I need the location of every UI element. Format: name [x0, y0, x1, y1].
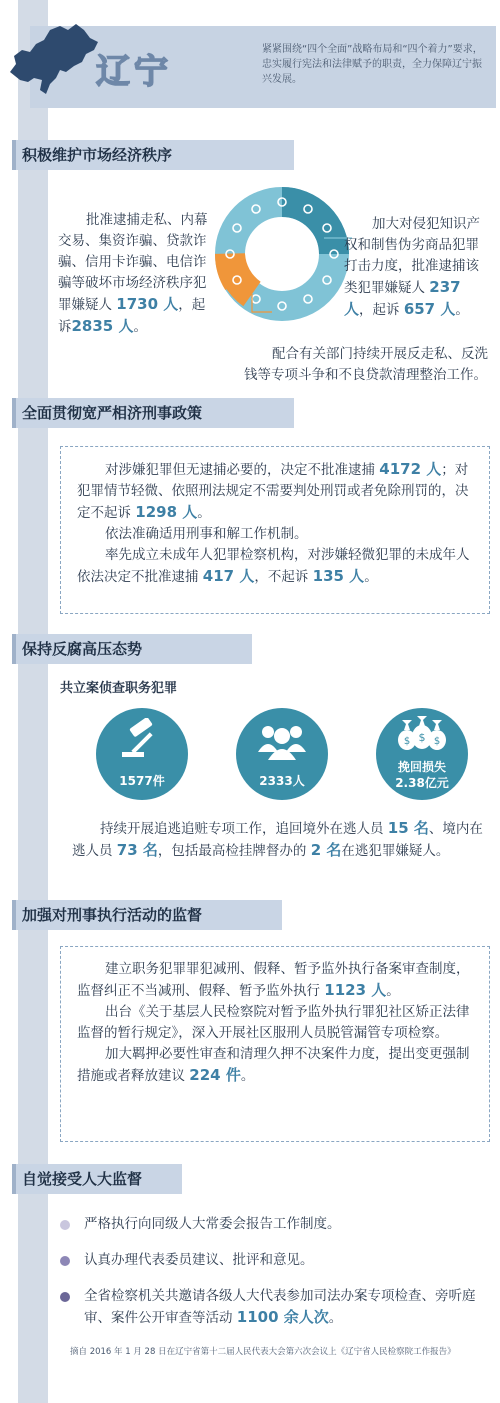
bullet-dot-2: [60, 1256, 70, 1266]
recover-value: 2.38亿元: [395, 776, 449, 790]
recover-label: 挽回损失: [397, 760, 446, 774]
people-label: 2333人: [259, 774, 305, 788]
supervised-fugitives-count: 2 名: [310, 841, 342, 859]
section-title-policy: 全面贯彻宽严相济刑事政策: [12, 398, 294, 428]
execution-p3: 加大羁押必要性审查和清理久押不决案件力度，提出变更强制措施或者释放建议 224 件。: [77, 1046, 470, 1084]
section-title-anticorruption: 保持反腐高压态势: [12, 634, 252, 664]
ip-prosecutions-count: 657 人: [403, 300, 456, 318]
svg-text:$: $: [403, 736, 411, 747]
header-motto: 紧紧围绕“四个全面”战略布局和“四个着力”要求，忠实履行宪法和法律赋予的职责，全力保障辽宁振兴发展。: [262, 44, 483, 85]
recover-circle: [376, 708, 468, 800]
domestic-fugitives-count: 73 名: [116, 841, 158, 859]
policy-box: [60, 446, 490, 614]
section-title-execution: 加强对刑事执行活动的监督: [12, 900, 282, 930]
corrected-count: 1123 人: [324, 981, 387, 999]
npc-deputies-count: 1100 余人次: [236, 1308, 329, 1326]
no-arrest-count: 4172 人: [379, 460, 442, 478]
npc-item-2: 认真办理代表委员建议、批评和意见。: [84, 1252, 314, 1268]
cases-circle: [96, 708, 188, 800]
npc-item-3: 全省检察机关共邀请各级人大代表参加司法办案专项检查、旁听庭审、案件公开审查等活动 1100 余人次。: [84, 1288, 476, 1326]
money-bags-icon: [396, 716, 448, 752]
market-right-text: 加大对侵犯知识产权和制售伪劣商品犯罪打击力度，批准逮捕该类犯罪嫌疑人 237 人，起诉 657 人。: [344, 216, 480, 318]
arrests-count: 1730 人: [116, 295, 179, 313]
juvenile-no-prosecute-count: 135 人: [312, 567, 365, 585]
people-icon: [254, 720, 310, 762]
ring-chart: [212, 184, 352, 324]
ring-orange: [230, 254, 252, 294]
people-circle: [236, 708, 328, 800]
release-suggestions-count: 224 件: [189, 1066, 241, 1084]
fugitive-text: 持续开展追逃追赃专项工作，追回境外在逃人员 15 名、境内在逃人员 73 名，包括最高检挂牌督办的 2 名在逃犯罪嫌疑人。: [72, 819, 483, 859]
policy-p1: 对涉嫌犯罪但无逮捕必要的，决定不批准逮捕 4172 人；对犯罪情节轻微、依照刑法规定不需要判处刑罚或者免除刑罚的，决定不起诉 1298 人。: [77, 460, 469, 521]
policy-p2: 依法准确适用刑事和解工作机制。: [105, 526, 308, 542]
svg-text:$: $: [433, 736, 441, 747]
execution-p2: 出台《关于基层人民检察院对暂予监外执行罪犯社区矫正法律监督的暂行规定》，深入开展社区服刑人员脱管漏管专项检察。: [77, 1004, 470, 1041]
liaoning-map-icon: [6, 20, 104, 100]
market-bottom-text: 配合有关部门持续开展反走私、反洗钱等专项斗争和不良贷款清理整治工作。: [244, 346, 488, 383]
section-title-npc: 自觉接受人大监督: [12, 1164, 182, 1194]
prosecutions-count: 2835 人: [71, 317, 134, 335]
market-left-text: 批准逮捕走私、内幕交易、集资诈骗、贷款诈骗、信用卡诈骗、电信诈骗等破坏市场经济秩序犯罪嫌疑人 1730 人，起诉2835 人。: [58, 212, 208, 335]
page-title: 辽宁: [96, 52, 172, 92]
cases-label: 1577件: [119, 774, 165, 788]
gavel-icon: [120, 718, 164, 760]
anticorruption-subtitle: 共立案侦查职务犯罪: [60, 681, 178, 696]
section-title-market: 积极维护市场经济秩序: [12, 140, 294, 170]
policy-p3: 率先成立未成年人犯罪检察机构，对涉嫌轻微犯罪的未成年人依法决定不批准逮捕 417 人，不起诉 135 人。: [77, 547, 470, 585]
source-note: 摘自 2016 年 1 月 28 日在辽宁省第十二届人民代表大会第六次会议上《辽宁省人民检察院工作报告》: [70, 1347, 456, 1357]
overseas-fugitives-count: 15 名: [387, 819, 429, 837]
juvenile-no-arrest-count: 417 人: [202, 567, 255, 585]
npc-item-1: 严格执行向同级人大常委会报告工作制度。: [84, 1216, 341, 1232]
bullet-dot-1: [60, 1220, 70, 1230]
execution-p1: 建立职务犯罪罪犯减刑、假释、暂予监外执行备案审查制度，监督纠正不当减刑、假释、暂予监外执行 1123 人。: [77, 961, 470, 999]
header: [0, 20, 500, 106]
no-prosecute-count: 1298 人: [135, 503, 198, 521]
execution-box: [60, 946, 490, 1142]
ip-arrests-count: 237 人: [344, 278, 461, 318]
ring-teal: [282, 202, 334, 254]
svg-text:$: $: [418, 731, 426, 744]
bullet-dot-3: [60, 1292, 70, 1302]
